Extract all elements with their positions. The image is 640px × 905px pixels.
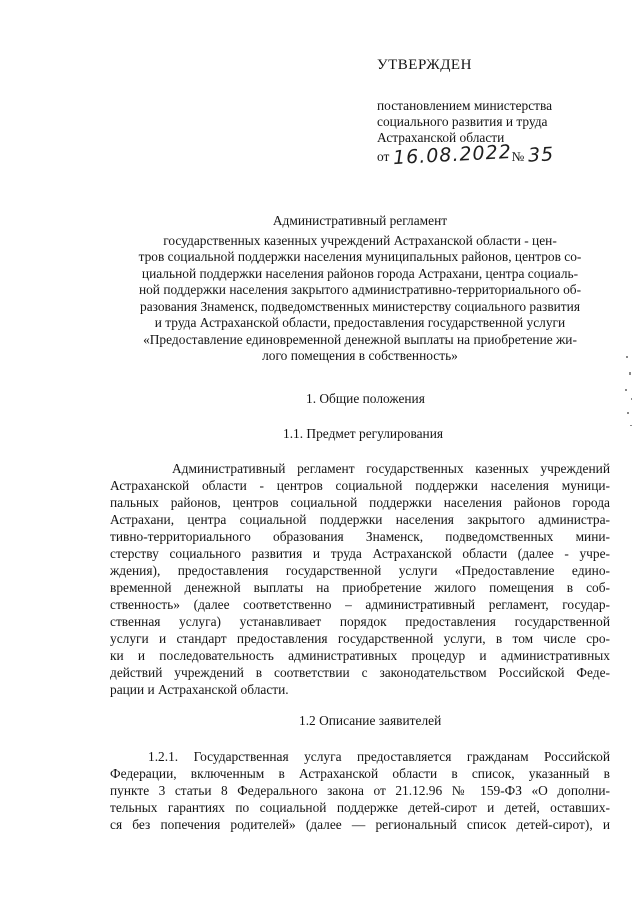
handwritten-number: 35 [527,143,555,167]
paragraph-line: ственность» (далее соответственно – административный регламент, государ- [110,597,610,612]
title-line: тров социальной поддержки населения муниципальных районов, центров со- [138,249,582,264]
title-line: ной поддержки населения закрытого административно-территориального об- [138,282,582,297]
document-title [100,213,620,365]
paragraph-line: временной денежной выплаты на приобретение жилого помещения в соб- [110,580,610,595]
title-line: «Предоставление единовременной денежной выплаты на приобретение жи- [143,331,577,347]
paragraph-line: рации и Астраханской области. [110,682,289,697]
paragraph-line: ки и последовательность административных процедур и административных [110,648,610,663]
paragraph-line: услуги и стандарт предоставления государственной услуги, в том числе сро- [110,631,610,646]
approval-line: социального развития и труда [377,114,548,129]
paragraph-applicants [110,748,610,833]
paragraph-line: Астрахани, центра социальной поддержки населения закрытого администра- [110,512,610,527]
approval-title: УТВЕРЖДЕН [377,57,472,73]
section-heading-general: 1. Общие положения [306,391,425,406]
handwritten-date: 16.08.2022 [392,140,513,170]
paragraph-line: ся без попечения родителей» (далее — региональный список детей-сирот), и [110,817,610,832]
section-heading-applicants: 1.2 Описание заявителей [299,713,442,728]
paragraph-line: 1.2.1. Государственная услуга предоставляется гражданам Российской [148,749,610,764]
title-line: лого помещения в собственность» [262,348,458,363]
paragraph-line: Федерации, включенным в Астраханской области в список, указанный в [110,766,610,781]
approval-date-line [377,140,555,170]
approval-line: Астраханской области [377,130,505,145]
paragraph-subject [110,460,610,698]
approval-line: постановлением министерства [377,98,553,113]
paragraph-line: тельных гарантиях по социальной поддержке детей-сирот и детей, оставших- [110,800,610,815]
paragraph-line: Астраханской области - центров социальной поддержки населения муници- [110,478,610,493]
title-line: циальной поддержки населения районов города Астрахани, центра социаль- [141,265,579,281]
paragraph-line: Административный регламент государственных казенных учреждений [172,461,610,476]
approval-block [377,98,552,146]
title-line: Административный регламент [272,213,448,228]
title-line: и труда Астраханской области, предоставления государственной услуги [154,315,566,330]
paragraph-line: ственная услуга) устанавливает порядок предоставления государственной [110,614,610,629]
title-line: разования Знаменск, подведомственных министерству социального развития [140,298,580,314]
paragraph-line: пальных районов, центров социальной поддержки населения районов города [110,495,610,510]
paragraph-line: ждения), предоставления государственной услуги «Предоставление едино- [110,563,610,578]
number-prefix: № [511,149,525,164]
paragraph-line: стерству социального развития и труда Астраханской области (далее - учре- [110,546,610,561]
section-heading-subject: 1.1. Предмет регулирования [283,426,444,441]
paragraph-line: действий учреждений в соответствии с законодательством Российской Феде- [110,665,610,680]
paragraph-line: пункте 3 статьи 8 Федерального закона от 21.12.96 № 159-ФЗ «О дополни- [110,783,610,798]
date-prefix: от [377,149,390,164]
title-line: государственных казенных учреждений Астраханской области - цен- [163,232,557,248]
paragraph-line: тивно-территориального образования Знаменск, подведомственных мини- [110,529,610,544]
